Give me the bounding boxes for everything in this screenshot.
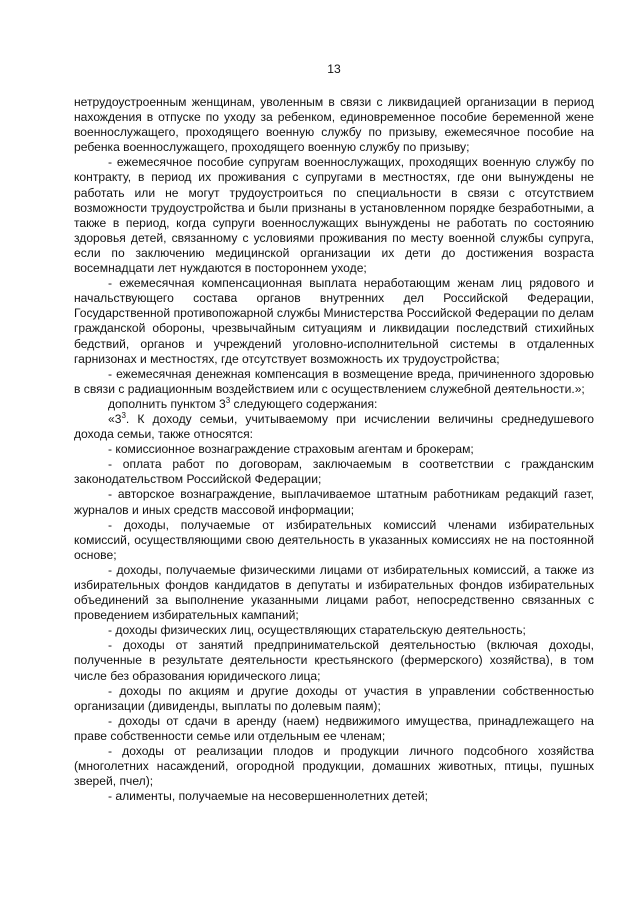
paragraph: - доходы по акциям и другие доходы от участия в управлении собственностью организации (дивиденды, выплаты по долевым паям); (74, 683, 594, 713)
superscript-index: 3 (121, 410, 126, 420)
paragraph (74, 412, 594, 442)
paragraph: - комиссионное вознаграждение страховым агентам и брокерам; (108, 442, 474, 457)
paragraph: - алименты, получаемые на несовершеннолетних детей; (108, 789, 429, 804)
paragraph: - ежемесячное пособие супругам военнослужащих, проходящих военную службу по контракту, в период их проживания с супругами в местностях, где они вынуждены не работать или не могут трудоустроиться по специальности в связи с отсутствием возможности трудоустройства и были признаны в установленном порядке безработными, а также в период, когда супруги военнослужащих вынуждены не работать по состоянию здоровья детей, связанному с условиями проживания по месту военной службы супруга, если по заключению медицинской организации их дети до достижения возраста восемнадцати лет нуждаются в постороннем уходе; (74, 155, 594, 276)
paragraph: - доходы от занятий предпринимательской деятельностью (включая доходы, полученные в результате деятельности крестьянского (фермерского) хозяйства), в том числе без образования юридического лица; (74, 638, 594, 683)
page-number: 13 (327, 62, 341, 76)
paragraph-text-end: следующего содержания: (230, 396, 378, 411)
paragraph: - доходы, получаемые физическими лицами от избирательных комиссий, а также из избирательных фондов кандидатов в депутаты и избирательных фондов избирательных объединений за выполнение указанными лицами работ, непосредственно связанных с проведением избирательных кампаний; (74, 562, 594, 623)
superscript-index: 3 (225, 395, 231, 405)
paragraph: - ежемесячная компенсационная выплата неработающим женам лиц рядового и начальствующего состава органов внутренних дел Российской Федерации, Государственной противопожарной службы Министерства Российской Федерации по делам гражданской обороны, чрезвычайным ситуациям и ликвидации последствий стихийных бедствий, органов и учреждений уголовно-исполнительной системы в отдаленных гарнизонах и местностях, где отсутствует возможность их трудоустройства; (74, 276, 594, 366)
paragraph: - доходы от сдачи в аренду (наем) недвижимого имущества, принадлежащего на праве собственности семье или отдельным ее членам; (74, 713, 594, 743)
paragraph: - оплата работ по договорам, заключаемым в соответствии с гражданским законодательством Российской Федерации; (74, 457, 594, 487)
paragraph: нетрудоустроенным женщинам, уволенным в связи с ликвидацией организации в период нахождения в отпуске по уходу за ребенком, единовременное пособие беременной жене военнослужащего, проходящего военную службу по призыву, ежемесячное пособие на ребенка военнослужащего, проходящего военную службу по призыву; (74, 95, 594, 155)
document-body (74, 95, 594, 804)
paragraph: - доходы от реализации плодов и продукции личного подсобного хозяйства (многолетних насаждений, огородной продукции, домашних животных, птицы, пушных зверей, пчел); (74, 744, 594, 789)
paragraph-text-start: «3 (108, 411, 122, 426)
paragraph-text-start: дополнить пунктом 3 (108, 396, 226, 411)
paragraph: - доходы, получаемые от избирательных комиссий членами избирательных комиссий, осуществляющими свою деятельность в указанных комиссиях не на постоянной основе; (74, 517, 594, 562)
paragraph-text-end: . К доходу семьи, учитываемому при исчислении величины среднедушевого дохода семьи, также относятся: (74, 411, 594, 442)
paragraph: - ежемесячная денежная компенсация в возмещение вреда, причиненного здоровью в связи с радиационным воздействием или с осуществлением служебной деятельности.»; (74, 366, 594, 396)
paragraph: - авторское вознаграждение, выплачиваемое штатным работникам редакций газет, журналов и иных средств массовой информации; (74, 487, 594, 517)
paragraph (74, 397, 594, 412)
paragraph: - доходы физических лиц, осуществляющих старательскую деятельность; (108, 623, 526, 638)
